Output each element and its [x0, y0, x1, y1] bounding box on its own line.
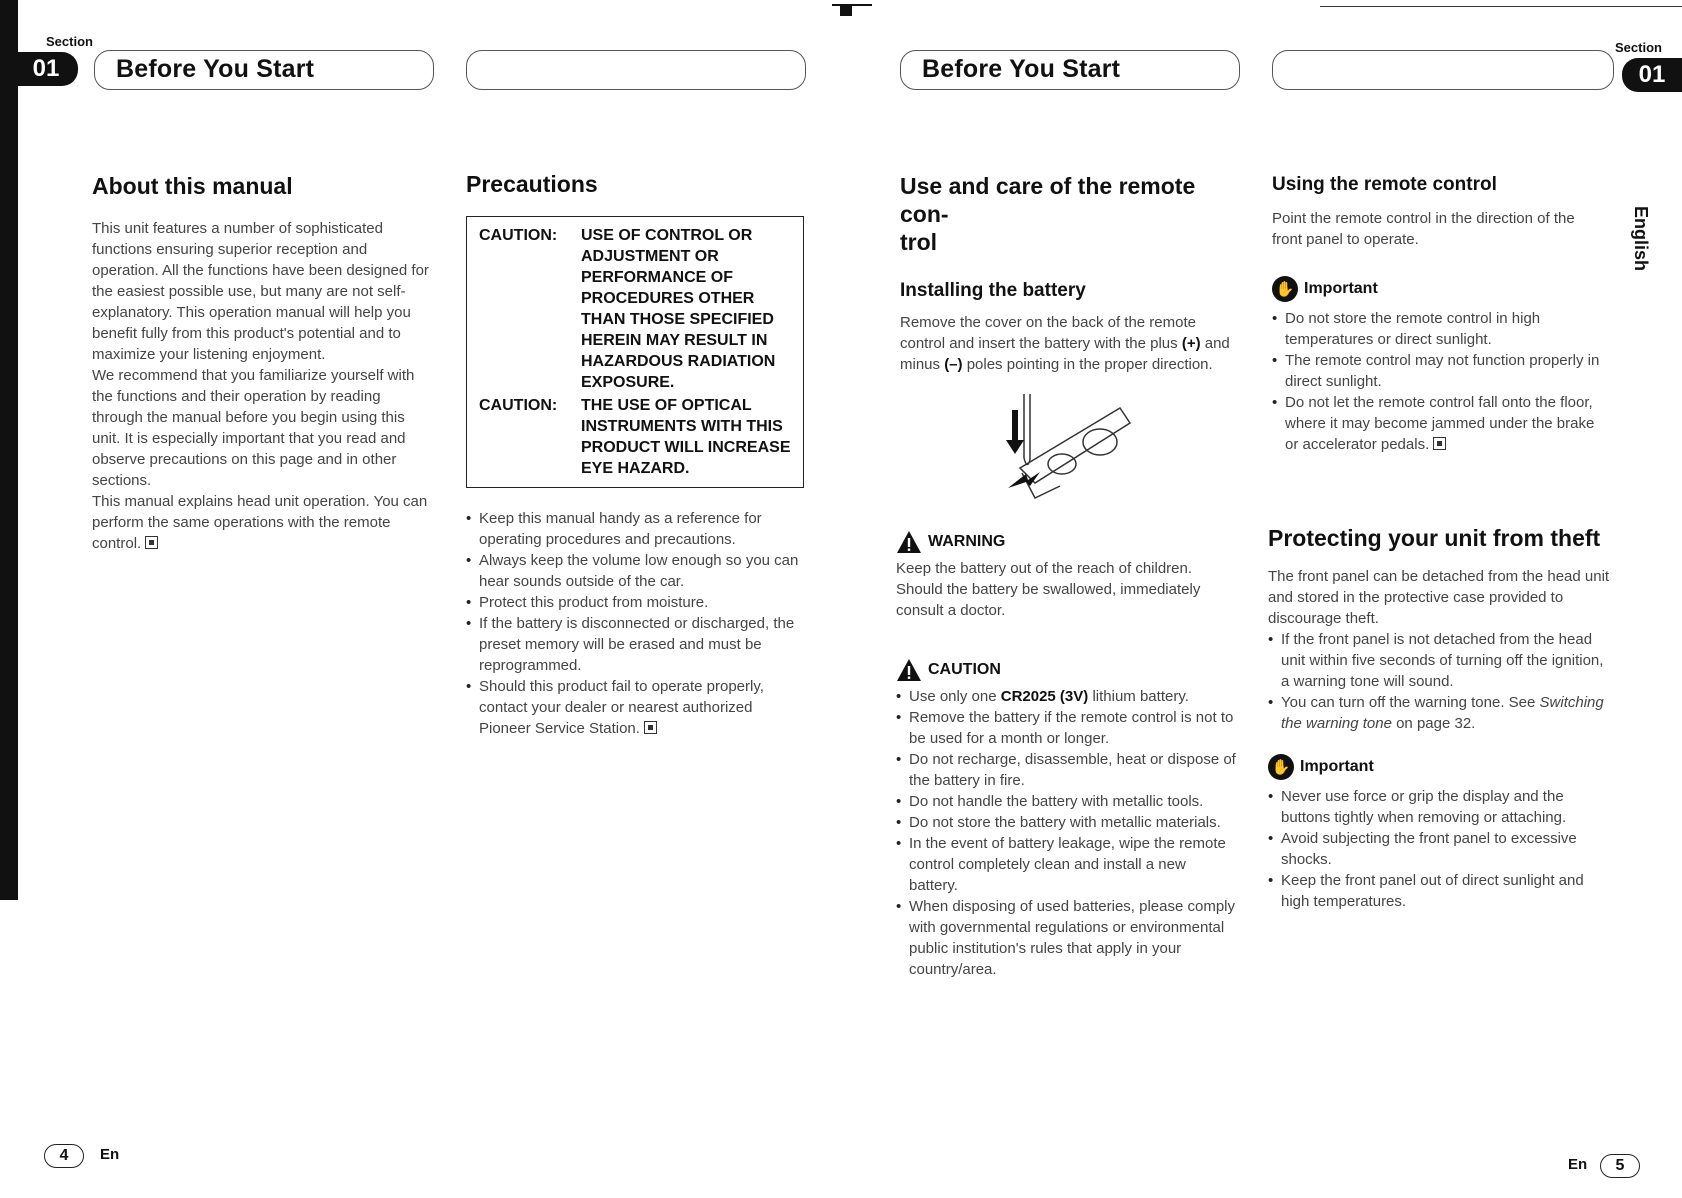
important-item: • Avoid subjecting the front panel to excessive shocks.: [1268, 828, 1610, 870]
theft-important-heading: ✋ Important: [1268, 754, 1610, 780]
installing-battery-text: Remove the cover on the back of the remote control and insert the battery with the plus (+) and minus (–) poles pointing in the proper direction.: [900, 314, 1230, 373]
end-of-section-icon: [1433, 437, 1446, 450]
warning-triangle-icon: [896, 530, 922, 554]
important-item: • Do not store the remote control in high temperatures or direct sunlight.: [1272, 308, 1608, 350]
right-lang-label: En: [1568, 1156, 1588, 1173]
warning-block: [896, 530, 1231, 621]
important-item: • Do not let the remote control fall onto the floor, where it may become jammed under the brake or accelerator pedals.: [1272, 392, 1608, 455]
about-paragraph-3: This manual explains head unit operation. You can perform the same operations with the remote control.: [92, 493, 428, 552]
precaution-item: • If the battery is disconnected or discharged, the preset memory will be erased and must be reprogrammed.: [466, 613, 804, 676]
top-center-mark-block: [840, 4, 852, 16]
precaution-item: • Protect this product from moisture.: [466, 592, 804, 613]
using-remote-section: [1272, 174, 1608, 455]
left-lang-label: En: [100, 1146, 120, 1163]
battery-caution-item: • In the event of battery leakage, wipe the remote control completely clean and install a new battery.: [896, 833, 1236, 896]
important-hand-icon: ✋: [1272, 276, 1298, 302]
right-section-label: Section: [1615, 40, 1662, 55]
right-page-number: 5: [1600, 1154, 1640, 1178]
using-remote-important-list: [1272, 308, 1608, 455]
battery-caution-item: • When disposing of used batteries, please comply with governmental regulations or environmental public institution's rules that apply in your country/area.: [896, 896, 1236, 980]
important-item: • The remote control may not function properly in direct sunlight.: [1272, 350, 1608, 392]
important-item: • Keep the front panel out of direct sunlight and high temperatures.: [1268, 870, 1610, 912]
using-remote-text: Point the remote control in the direction of the front panel to operate.: [1272, 210, 1575, 248]
left-page-spine: [0, 0, 18, 900]
precaution-item: • Should this product fail to operate properly, contact your dealer or nearest authorized Pioneer Service Station.: [466, 676, 804, 739]
right-header-title: Before You Start: [918, 55, 1124, 84]
about-section: [92, 172, 432, 554]
language-side-tab: English: [1631, 206, 1651, 272]
about-title: About this manual: [92, 173, 293, 199]
precautions-title: Precautions: [466, 171, 598, 197]
battery-caution-heading: CAUTION: [896, 658, 1236, 682]
battery-caution-item: • Do not recharge, disassemble, heat or dispose of the battery in fire.: [896, 749, 1236, 791]
top-center-mark: [832, 4, 872, 6]
theft-item: • If the front panel is not detached from the head unit within five seconds of turning off the ignition, a warning tone will sound.: [1268, 629, 1610, 692]
theft-section: [1268, 524, 1610, 912]
theft-item: • You can turn off the warning tone. See Switching the warning tone on page 32.: [1268, 692, 1610, 734]
warning-heading: WARNING: [896, 530, 1231, 554]
right-header-blank-frame: [1272, 50, 1614, 90]
remote-care-section: [900, 172, 1230, 375]
precaution-item: • Keep this manual handy as a reference for operating procedures and precautions.: [466, 508, 804, 550]
battery-caution-list: [896, 686, 1236, 980]
precaution-item: • Always keep the volume low enough so you can hear sounds outside of the car.: [466, 550, 804, 592]
warning-text: Keep the battery out of the reach of children. Should the battery be swallowed, immediately consult a doctor.: [896, 560, 1201, 619]
installing-battery-title: Installing the battery: [900, 280, 1086, 301]
battery-caution-item: • Remove the battery if the remote control is not to be used for a month or longer.: [896, 707, 1236, 749]
caution-row-2: CAUTION: THE USE OF OPTICAL INSTRUMENTS WITH THIS PRODUCT WILL INCREASE EYE HAZARD.: [479, 397, 791, 477]
theft-title: Protecting your unit from theft: [1268, 525, 1601, 551]
left-header-blank-frame: [466, 50, 806, 90]
caution-triangle-icon: [896, 658, 922, 682]
about-paragraph-1: This unit features a number of sophisticated functions ensuring superior reception and operation. All the functions have been designed for the easiest possible use, but many are not self-explanatory. This operation manual will help you benefit fully from this product's potential and to maximize your listening enjoyment.: [92, 220, 429, 363]
theft-list: [1268, 629, 1610, 734]
battery-caution-item: • Do not store the battery with metallic materials.: [896, 812, 1236, 833]
important-heading: ✋ Important: [1272, 276, 1608, 302]
precautions-section: [466, 170, 804, 739]
battery-caution-item: • Use only one CR2025 (3V) lithium battery.: [896, 686, 1236, 707]
battery-install-illustration: [1000, 388, 1150, 503]
remote-care-title-line1: Use and care of the remote con-: [900, 173, 1196, 227]
battery-caution-block: [896, 658, 1236, 980]
caution-row-1: CAUTION: USE OF CONTROL OR ADJUSTMENT OR PERFORMANCE OF PROCEDURES OTHER THAN THOSE SPECIFIED HEREIN MAY RESULT IN HAZARDOUS RADIATION EXPOSURE.: [479, 227, 776, 391]
using-remote-title: Using the remote control: [1272, 174, 1497, 195]
theft-important-list: [1268, 786, 1610, 912]
battery-caution-item: • Do not handle the battery with metallic tools.: [896, 791, 1236, 812]
end-of-section-icon: [145, 536, 158, 549]
important-hand-icon: ✋: [1268, 754, 1294, 780]
left-section-number: 01: [14, 52, 78, 86]
precautions-list: [466, 508, 804, 739]
left-header-title: Before You Start: [112, 55, 318, 84]
remote-care-title-line2: trol: [900, 229, 938, 255]
end-of-section-icon: [644, 721, 657, 734]
left-page-number: 4: [44, 1144, 84, 1168]
important-item: • Never use force or grip the display and the buttons tightly when removing or attaching.: [1268, 786, 1610, 828]
laser-caution-box: [466, 216, 804, 488]
theft-text: The front panel can be detached from the head unit and stored in the protective case provided to discourage theft.: [1268, 568, 1610, 627]
right-section-number: 01: [1622, 58, 1682, 92]
about-paragraph-2: We recommend that you familiarize yourself with the functions and their operation by reading through the manual before you begin using this unit. It is especially important that you read and observe precautions on this page and in other sections.: [92, 367, 415, 489]
left-section-label: Section: [46, 34, 93, 49]
top-right-rule: [1320, 6, 1682, 7]
